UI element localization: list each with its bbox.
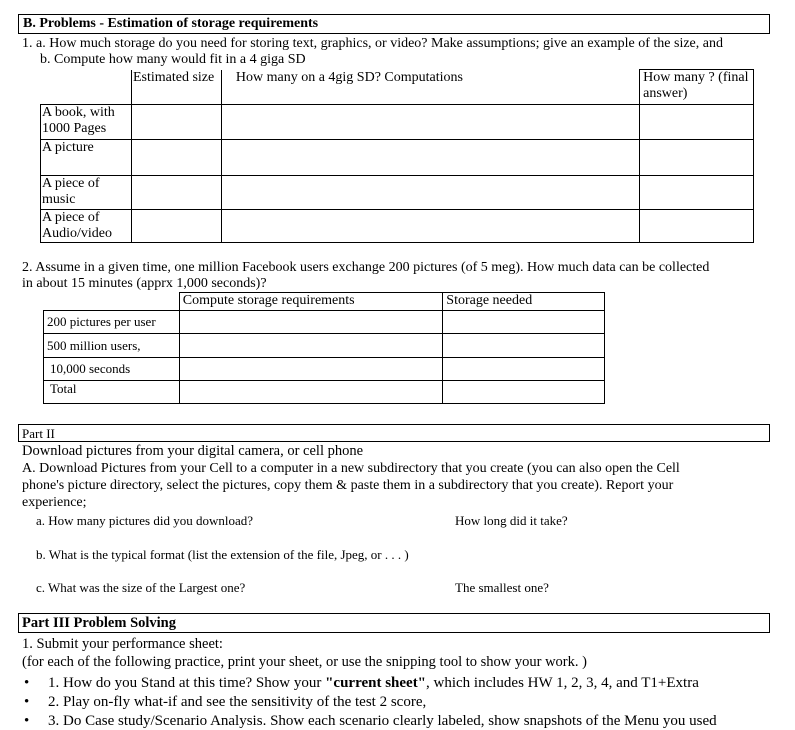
table-cell bbox=[179, 311, 443, 334]
bullet-bold-text: "current sheet" bbox=[325, 675, 427, 691]
table-cell bbox=[640, 176, 754, 210]
table-row-label: 10,000 seconds bbox=[44, 358, 180, 381]
facebook-storage-table bbox=[43, 292, 605, 404]
table-cell bbox=[221, 176, 639, 210]
question-c: c. What was the size of the Largest one? bbox=[36, 580, 246, 595]
table-cell bbox=[640, 210, 754, 243]
table-row bbox=[44, 358, 605, 381]
question-2-line-2: in about 15 minutes (apprx 1,000 seconds)? bbox=[22, 276, 267, 291]
part-3-item-1: 1. Submit your performance sheet: bbox=[22, 636, 223, 652]
table-header-cell: Storage needed bbox=[443, 293, 605, 311]
table-cell bbox=[131, 210, 221, 243]
table-row-label: A piece of Audio/video bbox=[41, 210, 132, 243]
table-row bbox=[44, 334, 605, 358]
table-header-cell bbox=[44, 293, 180, 311]
table-header-cell: How many on a 4gig SD? Computations bbox=[221, 70, 639, 105]
table-row bbox=[41, 210, 754, 243]
table-cell bbox=[443, 358, 605, 381]
section-b-title: B. Problems - Estimation of storage requirements bbox=[23, 16, 319, 31]
table-row bbox=[41, 105, 754, 140]
table-header-cell: Compute storage requirements bbox=[179, 293, 443, 311]
table-header-cell bbox=[41, 70, 132, 105]
part-2-header-box bbox=[18, 424, 770, 442]
table-cell bbox=[131, 140, 221, 176]
bullet-text: 2. Play on-fly what-if and see the sensitivity of the test 2 score, bbox=[48, 694, 427, 710]
question-1-line-1: 1. a. How much storage do you need for storing text, graphics, or video? Make assumptions; give an example of the size, and bbox=[22, 36, 723, 51]
table-row bbox=[41, 176, 754, 210]
part-2-title: Part II bbox=[22, 426, 55, 441]
table-cell bbox=[179, 334, 443, 358]
part-2-paragraph-line-3: experience; bbox=[22, 495, 87, 510]
table-cell bbox=[640, 105, 754, 140]
question-a: a. How many pictures did you download? bbox=[36, 513, 253, 528]
table-row bbox=[44, 381, 605, 404]
part-2-heading: Download pictures from your digital camera, or cell phone bbox=[22, 443, 364, 459]
table-header-row bbox=[44, 293, 605, 311]
table-cell bbox=[179, 381, 443, 404]
table-row-label: A picture bbox=[41, 140, 132, 176]
question-b: b. What is the typical format (list the extension of the file, Jpeg, or . . . ) bbox=[36, 547, 409, 562]
table-cell bbox=[221, 140, 639, 176]
part-2-paragraph-line-2: phone's picture directory, select the pictures, copy them & paste them in a subdirectory that you create). Report your bbox=[22, 478, 674, 493]
table-header-row bbox=[41, 70, 754, 105]
table-row-label: Total bbox=[44, 381, 180, 404]
question-2-line-1: 2. Assume in a given time, one million Facebook users exchange 200 pictures (of 5 meg). How much data can be collected bbox=[22, 260, 710, 275]
table-row-label: A book, with 1000 Pages bbox=[41, 105, 132, 140]
question-1-line-2: b. Compute how many would fit in a 4 giga SD bbox=[40, 52, 306, 67]
table-cell bbox=[443, 381, 605, 404]
table-cell bbox=[131, 176, 221, 210]
question-c-right: The smallest one? bbox=[455, 580, 549, 595]
bullet-text: 1. How do you Stand at this time? Show your bbox=[48, 675, 326, 691]
part-2-paragraph-line-1: A. Download Pictures from your Cell to a computer in a new subdirectory that you create (you can also open the Cell bbox=[22, 461, 680, 476]
table-cell bbox=[221, 105, 639, 140]
table-row bbox=[44, 311, 605, 334]
table-row bbox=[41, 140, 754, 176]
question-a-right: How long did it take? bbox=[455, 513, 568, 528]
table-row-label: A piece of music bbox=[41, 176, 132, 210]
table-header-cell: How many ? (final answer) bbox=[640, 70, 754, 105]
table-cell bbox=[179, 358, 443, 381]
table-cell bbox=[443, 334, 605, 358]
table-header-cell: Estimated size bbox=[131, 70, 221, 105]
storage-estimate-table bbox=[40, 69, 754, 243]
part-3-note: (for each of the following practice, print your sheet, or use the snipping tool to show your work. ) bbox=[22, 654, 587, 670]
table-cell bbox=[443, 311, 605, 334]
table-row-label: 500 million users, bbox=[44, 334, 180, 358]
bullet-text-end: , which includes HW 1, 2, 3, 4, and T1+Extra bbox=[426, 675, 699, 691]
table-cell bbox=[221, 210, 639, 243]
part-3-title: Part III Problem Solving bbox=[22, 615, 176, 631]
table-cell bbox=[131, 105, 221, 140]
bullet-text: 3. Do Case study/Scenario Analysis. Show each scenario clearly labeled, show snapshots of the Menu you used bbox=[48, 713, 717, 729]
table-row-label: 200 pictures per user bbox=[44, 311, 180, 334]
table-cell bbox=[640, 140, 754, 176]
